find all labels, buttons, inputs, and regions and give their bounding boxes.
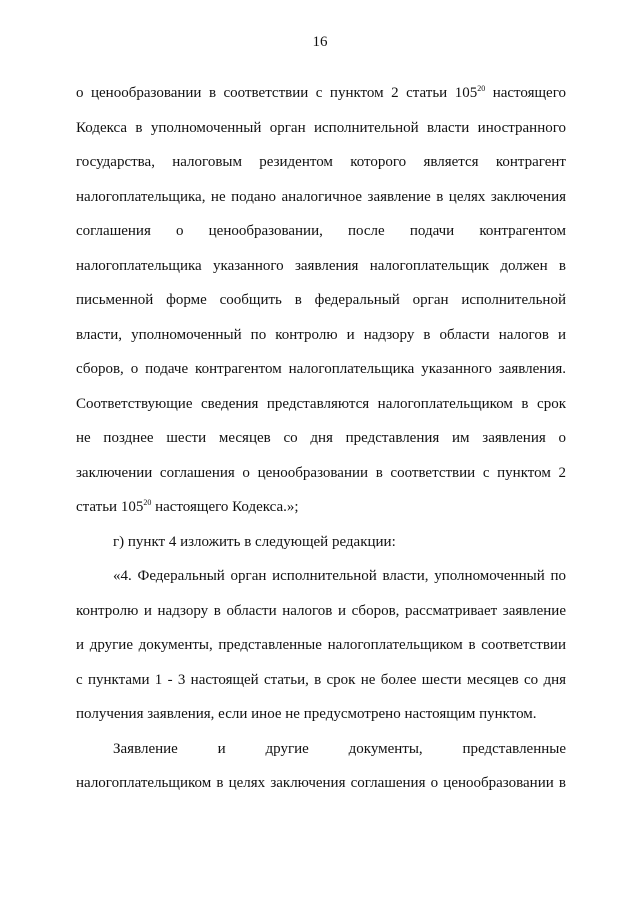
text-line: «4. Федеральный орган исполнительной власти, уполномоченный по bbox=[113, 568, 566, 584]
superscript: 20 bbox=[143, 498, 152, 507]
text-line: не позднее шести месяцев со дня представления им заявления о bbox=[76, 430, 566, 446]
text-line: Соответствующие сведения представляются налогоплательщиком в срок bbox=[76, 395, 566, 412]
text-line: о ценообразовании в соответствии с пунктом 2 статьи $105^{20}$ настоящего bbox=[76, 84, 566, 101]
text-line: налогоплательщика, не подано аналогичное заявление в целях заключения bbox=[76, 188, 566, 205]
text-line: соглашения о ценообразовании, после подачи контрагентом bbox=[76, 223, 566, 239]
page-number: 16 bbox=[312, 34, 328, 50]
text-line: налогоплательщиком в целях заключения соглашения о ценообразовании в bbox=[76, 775, 566, 791]
text-line: контролю и надзору в области налогов и сборов, рассматривает заявление bbox=[76, 602, 566, 619]
text-line: сборов, о подаче контрагентом налогоплательщика указанного заявления. bbox=[76, 361, 566, 377]
text-line: статьи $105^{20}$ настоящего Кодекса.»; bbox=[76, 498, 299, 515]
superscript: 20 bbox=[477, 84, 486, 93]
text-line: налогоплательщика указанного заявления налогоплательщик должен в bbox=[76, 257, 566, 274]
text-line: г) пункт 4 изложить в следующей редакции: bbox=[113, 533, 396, 550]
text-line: Заявление и другие документы, представленные bbox=[113, 740, 566, 757]
text-line: и другие документы, представленные налогоплательщиком в соответствии bbox=[76, 637, 566, 653]
text-line: Кодекса в уполномоченный орган исполнительной власти иностранного bbox=[76, 119, 566, 136]
text-line: с пунктами 1 - 3 настоящей статьи, в срок не более шести месяцев со дня bbox=[76, 671, 566, 688]
paragraph bbox=[76, 559, 566, 732]
text-line: получения заявления, если иное не предусмотрено настоящим пунктом. bbox=[76, 706, 537, 722]
paragraph bbox=[76, 76, 566, 525]
text-line: власти, уполномоченный по контролю и надзору в области налогов и bbox=[76, 326, 566, 343]
document-body bbox=[76, 76, 566, 801]
text-line: письменной форме сообщить в федеральный орган исполнительной bbox=[76, 292, 566, 308]
text-line: государства, налоговым резидентом которого является контрагент bbox=[76, 154, 566, 170]
paragraph bbox=[76, 732, 566, 801]
text-line: заключении соглашения о ценообразовании в соответствии с пунктом 2 bbox=[76, 464, 566, 481]
paragraph bbox=[76, 525, 566, 560]
